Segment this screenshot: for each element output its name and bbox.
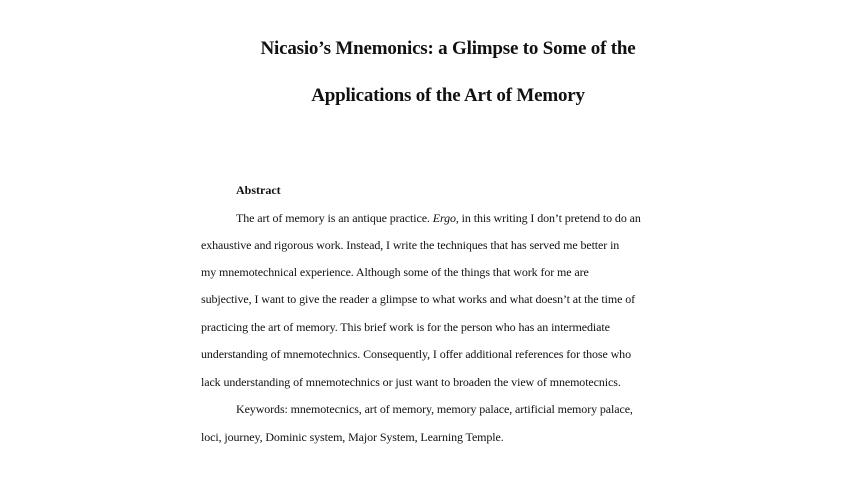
abstract-line-4: subjective, I want to give the reader a glimpse to what works and what doesn’t at the time of <box>201 292 636 306</box>
abstract-italic-ergo: Ergo <box>432 211 456 225</box>
abstract-line-2: exhaustive and rigorous work. Instead, I write the techniques that has served me better in <box>201 238 620 252</box>
abstract-line-5: practicing the art of memory. This brief work is for the person who has an intermediate <box>201 320 610 334</box>
paper-title-line-1: Nicasio’s Mnemonics: a Glimpse to Some of the <box>260 38 636 59</box>
abstract-line-6: understanding of mnemotechnics. Consequently, I offer additional references for those who <box>201 347 631 361</box>
keywords-line-1: Keywords: mnemotecnics, art of memory, memory palace, artificial memory palace, <box>236 402 633 416</box>
paper-title-line-2: Applications of the Art of Memory <box>311 85 585 106</box>
abstract-line-1-rest: , in this writing I don’t pretend to do an <box>455 211 641 225</box>
abstract-line-1 <box>236 211 641 226</box>
abstract-heading: Abstract <box>236 183 281 197</box>
keywords-line-2: loci, journey, Dominic system, Major System, Learning Temple. <box>201 430 504 444</box>
abstract-line-1-text: The art of memory is an antique practice. <box>236 211 433 225</box>
abstract-line-7: lack understanding of mnemotechnics or just want to broaden the view of mnemotecnics. <box>201 375 621 389</box>
abstract-line-3: my mnemotechnical experience. Although some of the things that work for me are <box>201 265 589 279</box>
